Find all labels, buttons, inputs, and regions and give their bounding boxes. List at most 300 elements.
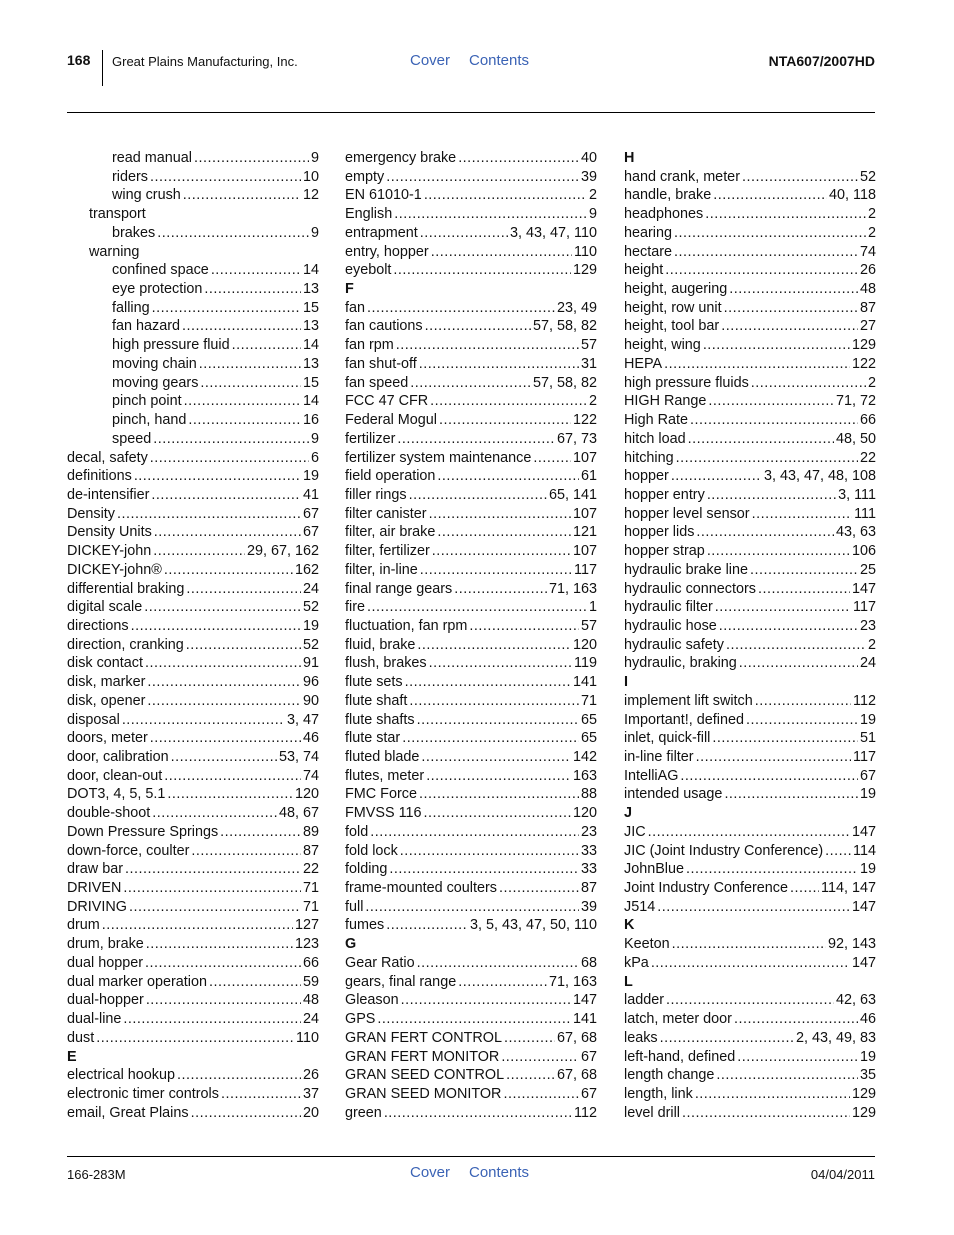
dot-leader: [146, 935, 293, 954]
index-page-refs: 33: [580, 842, 597, 859]
index-entry: [67, 973, 319, 992]
index-page-refs: 6: [310, 449, 319, 466]
index-term: moving gears: [112, 374, 199, 391]
index-page-refs: 87: [859, 299, 876, 316]
index-page-refs: 48: [859, 281, 876, 298]
index-entry: [624, 261, 876, 280]
model-number: NTA607/2007HD: [768, 53, 875, 69]
dot-leader: [707, 486, 836, 505]
dot-leader: [146, 991, 301, 1010]
index-page-refs: 51: [859, 730, 876, 747]
index-term: fan rpm: [345, 337, 394, 354]
index-page-refs: 121: [572, 524, 597, 541]
index-term: dual hopper: [67, 954, 144, 971]
index-entry: [345, 523, 597, 542]
index-entry: [345, 617, 597, 636]
index-entry: [67, 261, 319, 280]
index-entry: [624, 842, 876, 861]
index-page-refs: 65: [580, 711, 597, 728]
dot-leader: [409, 486, 547, 505]
index-entry: [67, 542, 319, 561]
index-entry: [624, 711, 876, 730]
dot-leader: [671, 467, 762, 486]
index-term: down-force, coulter: [67, 842, 190, 859]
dot-leader: [129, 898, 301, 917]
index-page-refs: 107: [572, 449, 597, 466]
dot-leader: [153, 430, 309, 449]
index-entry: [345, 748, 597, 767]
index-entry: [624, 823, 876, 842]
index-term: eye protection: [112, 281, 203, 298]
index-term: DRIVEN: [67, 880, 122, 897]
index-entry: [624, 598, 876, 617]
index-entry: [624, 879, 876, 898]
index-page-refs: 33: [580, 861, 597, 878]
dot-leader: [420, 224, 508, 243]
index-page-refs: 110: [296, 1029, 319, 1046]
index-entry: [624, 860, 876, 879]
index-term: left-hand, defined: [624, 1048, 736, 1065]
index-page-refs: 2, 43, 49, 83: [795, 1029, 876, 1046]
header-contents-link[interactable]: Contents: [469, 52, 530, 69]
index-page-refs: 74: [302, 767, 319, 784]
index-entry: [624, 224, 876, 243]
index-term: English: [345, 206, 393, 223]
index-page-refs: 3, 111: [838, 486, 876, 503]
header-cover-link[interactable]: Cover: [410, 52, 451, 69]
index-term: fertilizer system maintenance: [345, 449, 532, 466]
index-term: DRIVING: [67, 898, 127, 915]
index-entry: [67, 149, 319, 168]
dot-leader: [424, 804, 571, 823]
index-entry: [67, 374, 319, 393]
footer-contents-link[interactable]: Contents: [469, 1164, 530, 1181]
index-term: fold: [345, 823, 369, 840]
dot-leader: [752, 505, 853, 524]
index-letter-heading: [624, 804, 876, 823]
dot-leader: [734, 1010, 858, 1029]
index-page-refs: 120: [572, 636, 597, 653]
dot-leader: [695, 1085, 850, 1104]
dot-leader: [503, 1085, 579, 1104]
index-term: disk contact: [67, 655, 143, 672]
index-entry: [345, 991, 597, 1010]
index-term: ladder: [624, 992, 665, 1009]
index-letter-heading: [624, 916, 876, 935]
index-term: fertilizer: [345, 430, 396, 447]
dot-leader: [712, 729, 858, 748]
index-entry: [345, 1048, 597, 1067]
dot-leader: [144, 598, 301, 617]
index-term: electrical hookup: [67, 1067, 175, 1084]
index-page-refs: 57, 58, 82: [532, 374, 597, 391]
index-term: hydraulic filter: [624, 599, 713, 616]
index-entry: [67, 954, 319, 973]
dot-leader: [664, 355, 850, 374]
dot-leader: [386, 168, 579, 187]
index-term: door, clean-out: [67, 767, 163, 784]
index-entry: [67, 299, 319, 318]
dot-leader: [191, 842, 301, 861]
index-column-3: [624, 149, 876, 1122]
index-term: speed: [112, 430, 152, 447]
dot-leader: [102, 916, 293, 935]
index-term: empty: [345, 168, 385, 185]
index-entry: [624, 392, 876, 411]
index-entry: [67, 916, 319, 935]
dot-leader: [154, 523, 301, 542]
index-entry: [67, 692, 319, 711]
dot-leader: [716, 1066, 858, 1085]
index-page-refs: 19: [302, 468, 319, 485]
index-page-refs: 23: [580, 823, 597, 840]
dot-leader: [676, 449, 858, 468]
index-entry: [67, 467, 319, 486]
index-entry: [345, 561, 597, 580]
dot-leader: [437, 467, 579, 486]
index-letter-heading: [624, 673, 876, 692]
index-term: field operation: [345, 468, 436, 485]
index-term: hitch load: [624, 430, 686, 447]
dot-leader: [186, 636, 301, 655]
dot-leader: [122, 711, 285, 730]
index-term: Federal Mogul: [345, 412, 437, 429]
index-entry: [345, 598, 597, 617]
index-page-refs: 22: [302, 861, 319, 878]
index-entry: [624, 1066, 876, 1085]
index-entry: [67, 711, 319, 730]
index-page-refs: 114: [853, 842, 876, 859]
dot-leader: [703, 336, 850, 355]
dot-leader: [150, 168, 301, 187]
index-entry: [67, 991, 319, 1010]
index-page-refs: 25: [859, 561, 876, 578]
index-term: K: [624, 917, 635, 934]
index-entry: [67, 411, 319, 430]
index-page-refs: 15: [302, 374, 319, 391]
dot-leader: [164, 767, 301, 786]
index-entry: [67, 355, 319, 374]
index-entry: [624, 299, 876, 318]
index-term: inlet, quick-fill: [624, 730, 711, 747]
index-page-refs: 120: [294, 786, 319, 803]
index-term: fan cautions: [345, 318, 423, 335]
index-page-refs: 68: [580, 954, 597, 971]
index-term: transport: [89, 206, 146, 223]
dot-leader: [431, 243, 572, 262]
index-entry: [67, 561, 319, 580]
dot-leader: [221, 1085, 301, 1104]
index-page-refs: 147: [851, 954, 876, 971]
index-page-refs: 53, 74: [278, 749, 319, 765]
index-entry: [67, 224, 319, 243]
dot-leader: [726, 636, 866, 655]
index-entry: [624, 617, 876, 636]
index-page-refs: 24: [859, 655, 876, 672]
index-term: fan hazard: [112, 318, 181, 335]
index-term: DICKEY-john®: [67, 561, 162, 578]
index-page-refs: 65: [580, 730, 597, 747]
index-term: hopper lids: [624, 524, 695, 541]
dot-leader: [377, 1010, 571, 1029]
dot-leader: [751, 374, 866, 393]
dot-leader: [651, 954, 850, 973]
index-page-refs: 19: [859, 786, 876, 803]
index-page-refs: 2: [867, 374, 876, 391]
dot-leader: [715, 598, 851, 617]
index-page-refs: 123: [294, 936, 319, 953]
index-term: riders: [112, 168, 148, 185]
dot-leader: [719, 617, 858, 636]
index-letter-heading: [345, 935, 597, 954]
dot-leader: [454, 580, 547, 599]
index-term: read manual: [112, 150, 192, 166]
index-entry: [624, 729, 876, 748]
dot-leader: [750, 561, 858, 580]
index-page-refs: 67, 68: [556, 1029, 597, 1046]
dot-leader: [211, 261, 301, 280]
dot-leader: [204, 280, 301, 299]
index-page-refs: 110: [574, 243, 597, 260]
index-entry: [67, 748, 319, 767]
index-page-refs: 87: [302, 842, 319, 859]
dot-leader: [367, 299, 555, 318]
dot-leader: [458, 973, 547, 992]
index-page-refs: 27: [859, 318, 876, 335]
dot-leader: [665, 261, 858, 280]
index-term: flute shafts: [345, 711, 415, 728]
index-letter-heading: [624, 973, 876, 992]
index-page-refs: 112: [853, 692, 876, 709]
index-term: draw bar: [67, 861, 123, 878]
page-header: [0, 0, 954, 115]
index-entry: [67, 580, 319, 599]
index-entry: [624, 898, 876, 917]
index-term: moving chain: [112, 355, 197, 372]
dot-leader: [504, 1029, 555, 1048]
index-page-refs: 13: [302, 281, 319, 298]
dot-leader: [186, 580, 301, 599]
index-entry: [67, 1104, 319, 1123]
index-page-refs: 15: [302, 299, 319, 316]
dot-leader: [674, 224, 866, 243]
index-entry: [67, 654, 319, 673]
index-page-refs: 90: [302, 692, 319, 709]
index-entry: [624, 505, 876, 524]
index-term: handle, brake: [624, 187, 712, 204]
index-page-refs: 106: [851, 543, 876, 560]
header-divider: [102, 50, 103, 86]
dot-leader: [410, 374, 531, 393]
index-page-refs: 66: [859, 412, 876, 429]
dot-leader: [151, 486, 301, 505]
index-page-refs: 147: [572, 992, 597, 1009]
index-term: height, row unit: [624, 299, 722, 316]
dot-leader: [96, 1029, 294, 1048]
dot-leader: [686, 860, 858, 879]
index-entry: [624, 430, 876, 449]
index-term: height, augering: [624, 281, 728, 298]
index-entry: [624, 580, 876, 599]
index-entry: [624, 317, 876, 336]
index-entry: [345, 186, 597, 205]
dot-leader: [430, 392, 587, 411]
index-term: fumes: [345, 917, 385, 934]
dot-leader: [648, 823, 850, 842]
index-page-refs: 67: [859, 767, 876, 784]
dot-leader: [153, 542, 245, 561]
dot-leader: [167, 785, 293, 804]
index-term: HIGH Range: [624, 393, 707, 410]
index-page-refs: 129: [851, 1085, 876, 1102]
dot-leader: [386, 916, 468, 935]
index-entry: [624, 374, 876, 393]
index-term: fluctuation, fan rpm: [345, 617, 468, 634]
index-letter-heading: [624, 149, 876, 168]
index-entry: [345, 336, 597, 355]
index-entry: [345, 673, 597, 692]
dot-leader: [131, 617, 301, 636]
index-term: Keeton: [624, 936, 670, 953]
index-term: flute shaft: [345, 692, 408, 709]
index-entry: [345, 449, 597, 468]
dot-leader: [400, 842, 579, 861]
dot-leader: [152, 299, 301, 318]
index-term: differential braking: [67, 580, 185, 597]
index-term: hand crank, meter: [624, 168, 740, 185]
dot-leader: [729, 280, 858, 299]
dot-leader: [690, 411, 858, 430]
index-term: I: [624, 674, 628, 691]
dot-leader: [199, 355, 301, 374]
index-entry: [345, 1029, 597, 1048]
index-term: FMC Force: [345, 786, 417, 803]
index-term: dual-line: [67, 1011, 122, 1028]
index-entry: [67, 729, 319, 748]
index-term: green: [345, 1104, 382, 1121]
index-term: Down Pressure Springs: [67, 823, 219, 840]
index-entry: [624, 411, 876, 430]
dot-leader: [200, 374, 301, 393]
index-entry: [345, 711, 597, 730]
dot-leader: [746, 711, 858, 730]
dot-leader: [429, 505, 571, 524]
dot-leader: [184, 392, 301, 411]
index-entry: [67, 617, 319, 636]
index-term: flute star: [345, 730, 401, 747]
index-entry: [345, 243, 597, 262]
index-entry: [67, 673, 319, 692]
index-page-refs: 91: [302, 655, 319, 672]
index-entry: [624, 954, 876, 973]
index-column-1: [67, 149, 319, 1122]
index-term: entry, hopper: [345, 243, 429, 260]
index-term: pinch, hand: [112, 412, 187, 429]
index-page-refs: 37: [302, 1085, 319, 1102]
dot-leader: [533, 449, 571, 468]
index-entry: [624, 280, 876, 299]
index-term: de-intensifier: [67, 486, 150, 503]
index-entry: [67, 842, 319, 861]
index-page-refs: 71, 163: [548, 580, 597, 597]
index-term: electronic timer controls: [67, 1085, 219, 1102]
index-entry: [67, 1085, 319, 1104]
index-entry: [345, 430, 597, 449]
dot-leader: [409, 692, 579, 711]
dot-leader: [396, 336, 579, 355]
footer-cover-link[interactable]: Cover: [410, 1164, 451, 1181]
index-term: digital scale: [67, 599, 143, 616]
dot-leader: [389, 860, 579, 879]
dot-leader: [177, 1066, 301, 1085]
index-entry: [624, 542, 876, 561]
index-entry: [67, 168, 319, 187]
dot-leader: [674, 243, 858, 262]
dot-leader: [421, 748, 571, 767]
index-term: brakes: [112, 224, 156, 241]
index-term: hopper entry: [624, 486, 705, 503]
index-entry: [67, 785, 319, 804]
index-term: hopper strap: [624, 543, 705, 560]
dot-leader: [666, 991, 834, 1010]
index-term: headphones: [624, 206, 704, 223]
dot-leader: [682, 1104, 850, 1123]
index-entry: [624, 748, 876, 767]
index-page-refs: 35: [859, 1067, 876, 1084]
index-page-refs: 141: [572, 1011, 597, 1028]
dot-leader: [742, 168, 858, 187]
index-term: GPS: [345, 1011, 376, 1028]
index-term: filter canister: [345, 505, 427, 522]
index-entry: [345, 692, 597, 711]
index-term: fold lock: [345, 842, 398, 859]
index-entry: [67, 1066, 319, 1085]
dot-leader: [437, 523, 571, 542]
index-page-refs: 3, 43, 47, 48, 108: [763, 468, 876, 485]
index-term: Density: [67, 505, 115, 522]
dot-leader: [660, 1029, 794, 1048]
index-term: J514: [624, 898, 656, 915]
index-entry: [345, 860, 597, 879]
index-term: latch, meter door: [624, 1011, 732, 1028]
dot-leader: [724, 299, 858, 318]
index-entry: [345, 261, 597, 280]
index-entry: [624, 336, 876, 355]
index-entry: [624, 467, 876, 486]
index-entry: [345, 486, 597, 505]
index-term: fan speed: [345, 374, 409, 391]
index-page-refs: 24: [302, 1011, 319, 1028]
dot-leader: [755, 692, 851, 711]
index-term: intended usage: [624, 786, 723, 803]
index-entry: [624, 205, 876, 224]
index-page-refs: 88: [580, 786, 597, 803]
index-page-refs: 163: [572, 767, 597, 784]
index-page-refs: 67, 68: [556, 1067, 597, 1084]
index-term: Density Units: [67, 524, 152, 541]
index-page-refs: 52: [859, 168, 876, 185]
index-entry: [345, 804, 597, 823]
index-page-refs: 29, 67, 162: [246, 543, 319, 560]
index-entry: [345, 879, 597, 898]
dot-leader: [394, 205, 587, 224]
index-term: pinch point: [112, 393, 182, 410]
index-entry: [624, 1104, 876, 1123]
index-page-refs: 61: [580, 468, 597, 485]
index-term: JohnBlue: [624, 861, 685, 878]
index-entry: [67, 523, 319, 542]
dot-leader: [680, 767, 858, 786]
